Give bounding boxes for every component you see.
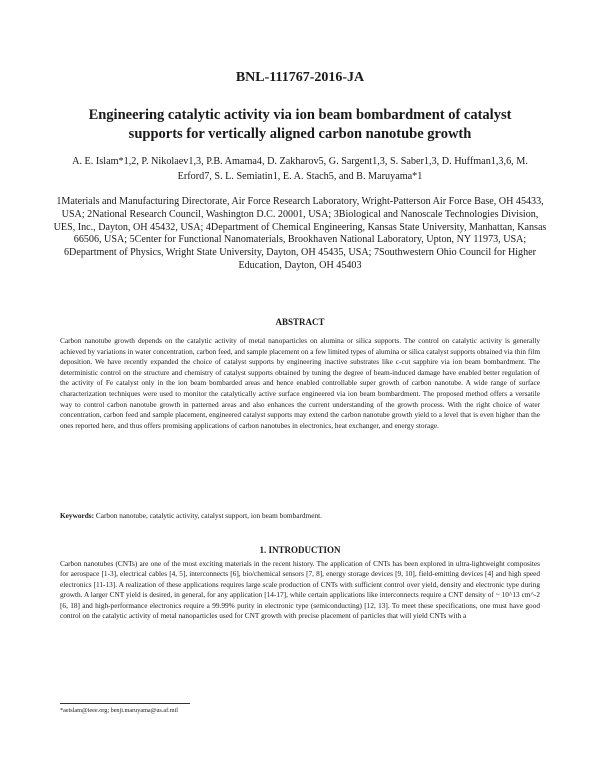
report-id: BNL-111767-2016-JA bbox=[235, 70, 365, 85]
keywords bbox=[60, 511, 540, 521]
footnote-divider bbox=[60, 703, 190, 704]
introduction-body: Carbon nanotubes (CNTs) are one of the most exciting materials in the recent history. The application of CNTs has been explored in ultra-lightweight composites for aerospace [1-3], electrical cables [4, 5], interconnects [6], bio/chemical sensors [7, 8], energy storage devices [9, 10], field-emitting devices [4] and high speed electronics [11-13]. A realization of these applications requires large scale production of CNTs with sufficient control over yield, density and electronic type during growth. A larger CNT yield is desired, in general, for any application [14-17], while certain applications like interconnects require a CNT density of ~ 10^13 cm^-2 [6, 18] and high-performance electronics require a 99.99% purity in electronic type (semiconducting) [12, 13]. To meet these specifications, one must have good control on the catalytic activity of metal nanoparticles used for CNT growth with precise placement of particles that will yield CNTs with a bbox=[60, 559, 540, 621]
footnote: *aeislam@ieee.org; benji.maruyama@us.af.mil bbox=[60, 707, 178, 714]
author-list: A. E. Islam*1,2, P. Nikolaev1,3, P.B. Amama4, D. Zakharov5, G. Sargent1,3, S. Saber1,3, D. Huffman1,3,6, M. Erford7, S. L. Semiatin1, E. A. Stach5, and B. Maruyama*1 bbox=[72, 156, 528, 182]
paper-title: Engineering catalytic activity via ion beam bombardment of catalyst supports for vertically aligned carbon nanotube growth bbox=[88, 107, 512, 142]
introduction-heading: 1. INTRODUCTION bbox=[259, 545, 341, 555]
keywords-label: Keywords: bbox=[60, 511, 95, 520]
abstract-heading: ABSTRACT bbox=[275, 317, 325, 327]
abstract-body: Carbon nanotube growth depends on the catalytic activity of metal nanoparticles on alumina or silica supports. The control on catalytic activity is generally achieved by variations in water concentration, carbon feed, and sample placement on a few limited types of alumina or silica catalyst supports obtained via thin film deposition. We have recently expanded the choice of catalyst supports by engineering inactive substrates like c-cut sapphire via ion beam bombardment. The deterministic control on the structure and chemistry of catalyst supports obtained by tuning the degree of beam-induced damage have enabled better regulation of the activity of Fe catalyst only in the ion beam bombarded areas and hence enabled controllable super growth of carbon nanotube. A wide range of surface characterization techniques were used to monitor the catalytically active surface engineered via ion beam bombardment. The proposed method offers a versatile way to control carbon nanotube growth in patterned areas and also enhances the current understanding of the growth process. With the right choice of water concentration, carbon feed and sample placement, engineered catalyst supports may extend the carbon nanotube growth yield to a level that is even higher than the ones reported here, and thus offers promising applications of carbon nanotubes in electronics, heat exchanger, and energy storage. bbox=[60, 336, 540, 430]
keywords-text: Carbon nanotube, catalytic activity, catalyst support, ion beam bombardment. bbox=[95, 511, 322, 520]
affiliations: 1Materials and Manufacturing Directorate, Air Force Research Laboratory, Wright-Patterson Air Force Base, OH 45433, USA; 2National Research Council, Washington D.C. 20001, USA; 3Biological and Nanoscale Technologies Division, UES, Inc., Dayton, OH 45432, USA; 4Department of Chemical Engineering, Kansas State University, Manhattan, Kansas 66506, USA; 5Center for Functional Nanomaterials, Brookhaven National Laboratory, Upton, NY 11973, USA; 6Department of Physics, Wright State University, Dayton, OH 45435, USA; 7Southwestern Ohio Council for Higher Education, Dayton, OH 45403 bbox=[53, 196, 547, 271]
